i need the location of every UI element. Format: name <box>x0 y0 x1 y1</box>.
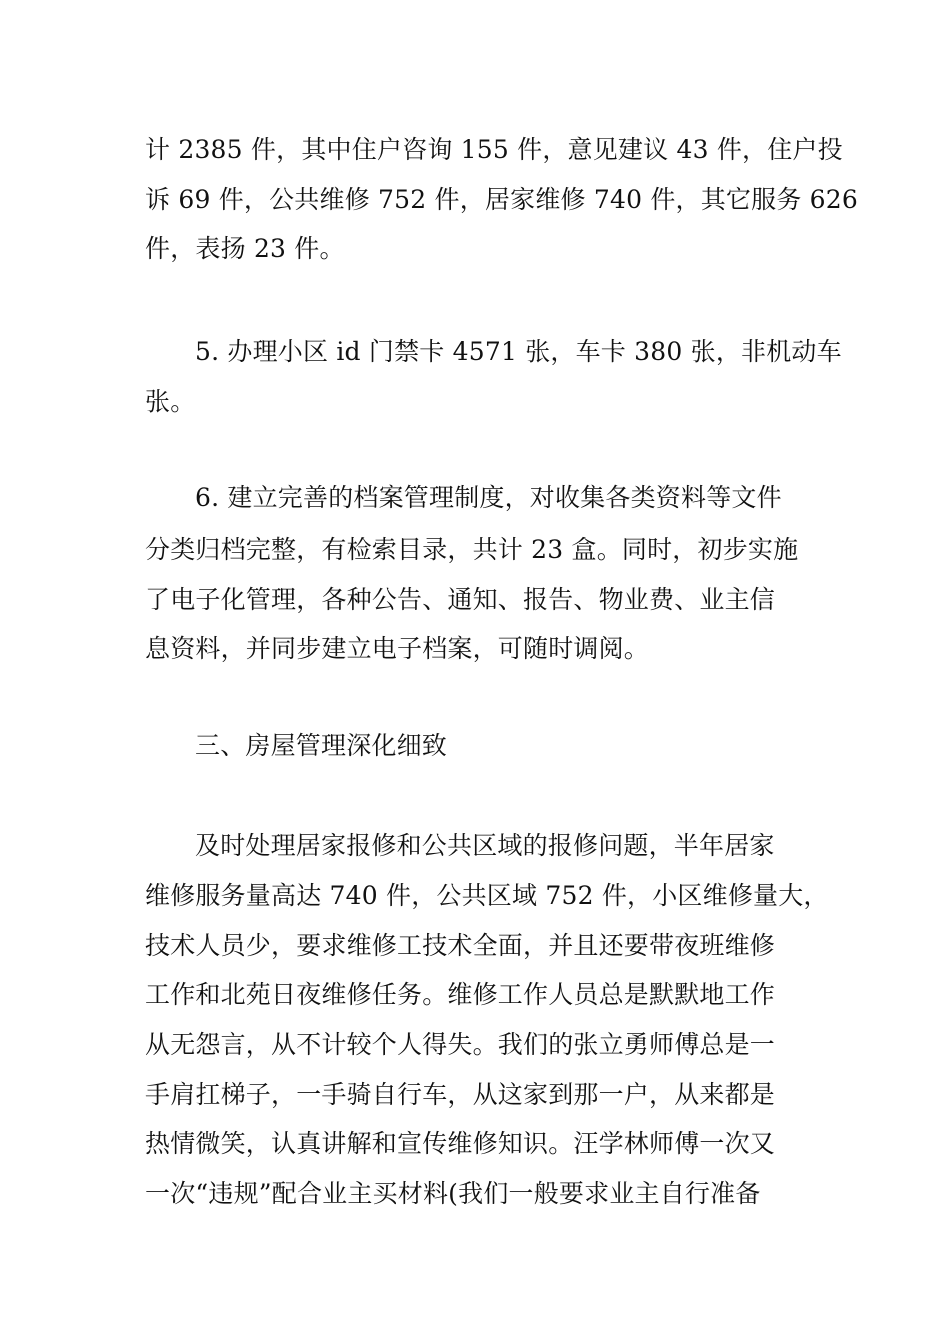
paragraph-line: 一次“违规”配合业主买材料(我们一般要求业主自行准备 <box>145 1179 761 1208</box>
paragraph-line: 6. 建立完善的档案管理制度，对收集各类资料等文件 <box>195 483 782 512</box>
paragraph-line: 热情微笑，认真讲解和宣传维修知识。汪学林师傅一次又 <box>145 1129 776 1158</box>
paragraph-line: 息资料，并同步建立电子档案，可随时调阅。 <box>145 634 650 663</box>
paragraph-line: 工作和北苑日夜维修任务。维修工作人员总是默默地工作 <box>145 980 776 1009</box>
paragraph-line: 计 2385 件，其中住户咨询 155 件，意见建议 43 件，住户投 <box>145 135 843 164</box>
paragraph-line: 诉 69 件，公共维修 752 件，居家维修 740 件，其它服务 626 <box>145 185 858 214</box>
paragraph-line: 技术人员少，要求维修工技术全面，并且还要带夜班维修 <box>145 931 776 960</box>
paragraph-line: 张。 <box>145 387 196 416</box>
paragraph-line: 分类归档完整，有检索目录，共计 23 盒。同时，初步实施 <box>145 535 799 564</box>
paragraph-line: 从无怨言，从不计较个人得失。我们的张立勇师傅总是一 <box>145 1030 776 1059</box>
paragraph-line: 件，表扬 23 件。 <box>145 234 345 263</box>
paragraph-line: 维修服务量高达 740 件，公共区域 752 件，小区维修量大， <box>145 881 829 910</box>
paragraph-line: 了电子化管理，各种公告、通知、报告、物业费、业主信 <box>145 585 776 614</box>
paragraph-line: 5. 办理小区 id 门禁卡 4571 张，车卡 380 张，非机动车 <box>195 337 842 366</box>
paragraph-line: 及时处理居家报修和公共区域的报修问题，半年居家 <box>195 831 775 860</box>
paragraph-line: 手肩扛梯子，一手骑自行车，从这家到那一户，从来都是 <box>145 1080 776 1109</box>
section-heading: 三、房屋管理深化细致 <box>195 731 448 760</box>
